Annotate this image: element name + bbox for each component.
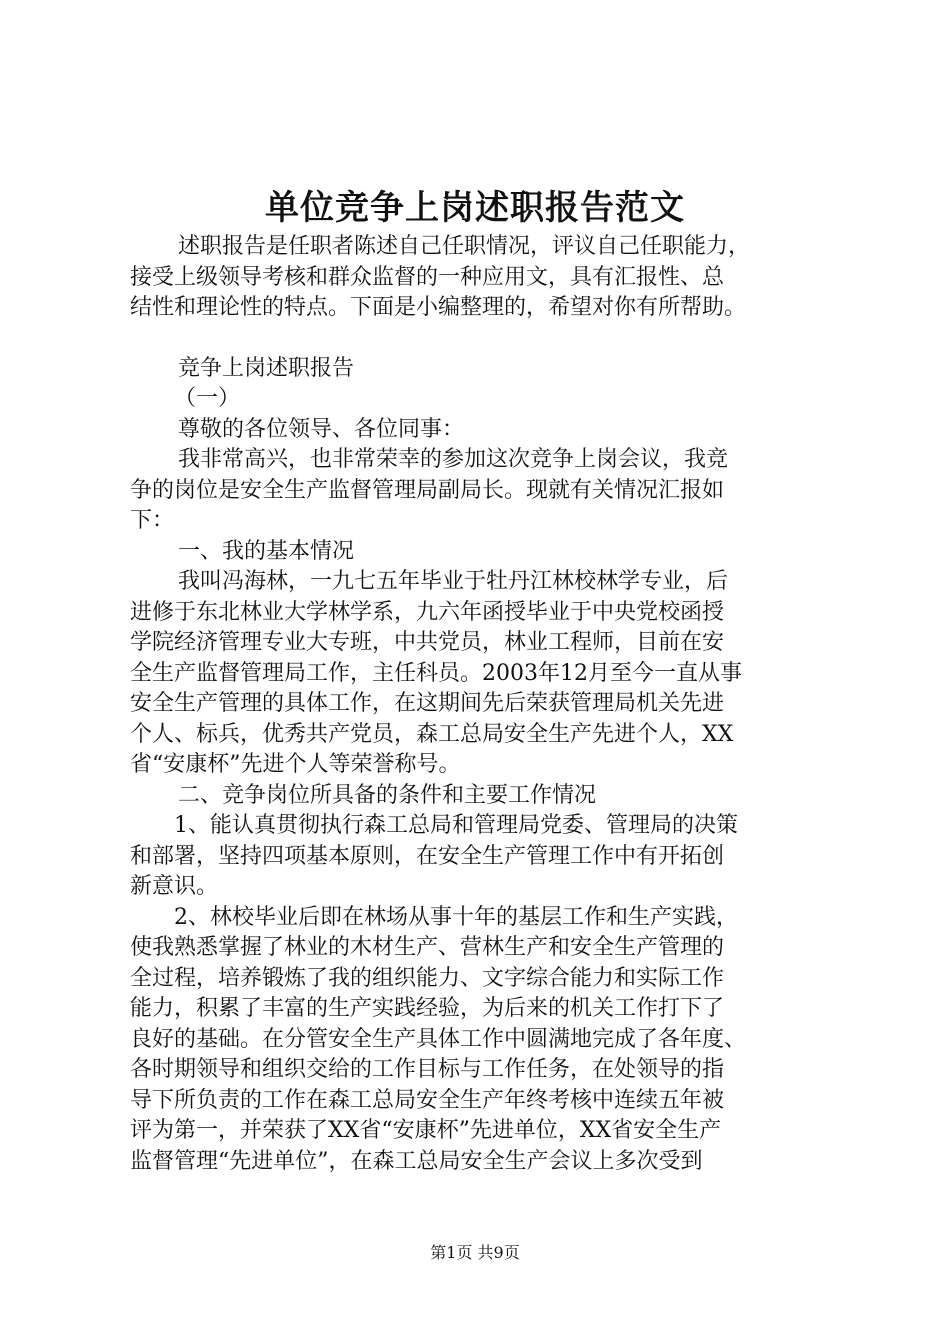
item2-line: 各时期领导和组织交给的工作目标与工作任务，在处领导的指 (130, 1057, 725, 1082)
opening-line: 争的岗位是安全生产监督管理局副局长。现就有关情况汇报如 (130, 477, 725, 503)
basic-info-line: 学院经济管理专业大专班，中共党员，林业工程师，目前在安 (130, 630, 725, 655)
basic-info-line: 全生产监督管理局工作，主任科员。2003年12月至今一直从事 (130, 660, 742, 686)
item2-line: 监督管理“先进单位”，在森工总局安全生产会议上多次受到 (130, 1148, 703, 1174)
paragraph-gap (130, 324, 830, 354)
document-title: 单位竞争上岗述职报告范文 (265, 188, 685, 228)
page-footer: 第1页 共9页 (430, 1243, 520, 1262)
basic-info-line: 个人、标兵，优秀共产党员，森工总局安全生产先进个人，XX (130, 721, 734, 747)
basic-info-line: 省“安康杯”先进个人等荣誉称号。 (130, 752, 461, 777)
intro-line: 结性和理论性的特点。下面是小编整理的，希望对你有所帮助。 (130, 295, 747, 320)
part-label: （一） (174, 386, 241, 411)
item2-line: 使我熟悉掌握了林业的木材生产、营林生产和安全生产管理的 (130, 935, 725, 960)
section-heading: 竞争上岗述职报告 (178, 355, 355, 381)
basic-info-line: 我叫冯海林，一九七五年毕业于牡丹江林校林学专业，后 (178, 569, 729, 594)
item1-line: 新意识。 (130, 874, 219, 899)
item2-line: 良好的基础。在分管安全生产具体工作中圆满地完成了各年度、 (130, 1026, 747, 1052)
heading-conditions: 二、竞争岗位所具备的条件和主要工作情况 (178, 782, 597, 808)
basic-info-line: 安全生产管理的具体工作，在这期间先后荣获管理局机关先进 (130, 691, 725, 716)
item2-line: 能力，积累了丰富的生产实践经验，为后来的机关工作打下了 (130, 996, 725, 1021)
item1-line: 1、能认真贯彻执行森工总局和管理局党委、管理局的决策 (174, 813, 738, 838)
basic-info-line: 进修于东北林业大学林学系，九六年函授毕业于中央党校函授 (130, 599, 725, 625)
item2-line: 导下所负责的工作在森工总局安全生产年终考核中连续五年被 (130, 1087, 725, 1113)
document-body (130, 232, 830, 1177)
opening-line: 我非常高兴，也非常荣幸的参加这次竞争上岗会议，我竞 (178, 447, 729, 472)
intro-line: 接受上级领导考核和群众监督的一种应用文，具有汇报性、总 (130, 264, 725, 290)
opening-line: 下： (130, 508, 175, 533)
heading-basic-info: 一、我的基本情况 (178, 538, 355, 564)
item2-line: 全过程，培养锻炼了我的组织能力、文字综合能力和实际工作 (130, 965, 725, 991)
salutation: 尊敬的各位领导、各位同事： (178, 416, 465, 442)
item2-line: 评为第一，并荣获了XX省“安康杯”先进单位，XX省安全生产 (130, 1118, 722, 1143)
item1-line: 和部署，坚持四项基本原则，在安全生产管理工作中有开拓创 (130, 843, 725, 869)
item2-line: 2、林校毕业后即在林场从事十年的基层工作和生产实践， (174, 904, 738, 930)
intro-line: 述职报告是任职者陈述自己任职情况，评议自己任职能力， (178, 234, 751, 259)
